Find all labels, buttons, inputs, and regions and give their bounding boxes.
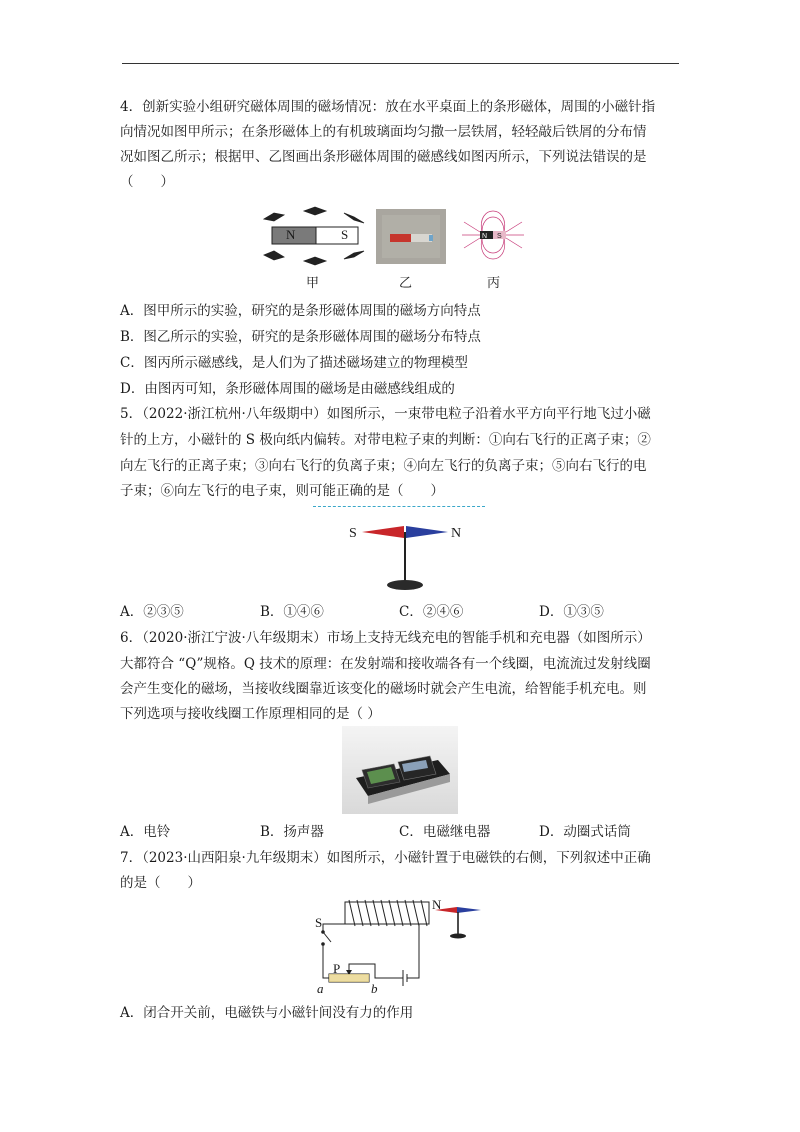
q5-option-d[interactable]: D．①③⑤ (539, 604, 604, 620)
slider-p-label: P (333, 961, 341, 976)
q6-option-a[interactable]: A．电铃 (120, 824, 171, 840)
q4-option-d[interactable]: D．由图丙可知，条形磁体周围的磁场是由磁感线组成的 (120, 381, 455, 397)
q7-line-1: 7．（2023·山西阳泉·九年级期末）如图所示，小磁针置于电磁铁的右侧，下列叙述中正确 (120, 850, 651, 866)
needle-s-label: S (349, 526, 357, 541)
q4-line-1: 4．创新实验小组研究磁体周围的磁场情况：放在水平桌面上的条形磁体，周围的小磁针指 (120, 99, 656, 115)
q6-line-3: 会产生变化的磁场，当接收线圈靠近该变化的磁场时就会产生电流，给智能手机充电。则 (120, 681, 647, 697)
q5-line-4: 子束；⑥向左飞行的电子束，则可能正确的是（ ） (120, 483, 444, 499)
figure-yi (376, 209, 446, 264)
compass-needle-figure (360, 522, 450, 594)
figure-label-jia: 甲 (306, 276, 320, 291)
magnet-s-label: S (341, 227, 349, 242)
figure-label-bing: 丙 (487, 276, 501, 291)
q4-line-3: 况如图乙所示；根据甲、乙图画出条形磁体周围的磁感线如图丙所示，下列说法错误的是 (120, 149, 647, 165)
switch-s-label: S (315, 915, 323, 930)
magnet-n-label: N (286, 227, 296, 242)
particle-beam-dashed-line (313, 506, 485, 507)
q5-option-b[interactable]: B．①④⑥ (260, 604, 324, 620)
q5-option-a[interactable]: A．②③⑤ (120, 604, 184, 620)
end-a-label: a (317, 981, 324, 996)
svg-text:N: N (482, 233, 488, 240)
q6-line-1: 6．（2020·浙江宁波·八年级期末）市场上支持无线充电的智能手机和充电器（如图所示） (120, 630, 651, 646)
q7-line-2: 的是（ ） (120, 875, 201, 891)
q5-line-3: 向左飞行的正离子束；③向右飞行的负离子束；④向左飞行的负离子束；⑤向右飞行的电 (120, 458, 647, 474)
figure-jia (260, 205, 370, 269)
q4-option-b[interactable]: B．图乙所示的实验，研究的是条形磁体周围的磁场分布特点 (120, 329, 481, 345)
q5-line-1: 5．（2022·浙江杭州·八年级期中）如图所示，一束带电粒子沿着水平方向平行地飞过小磁 (120, 406, 651, 422)
q7-option-a[interactable]: A．闭合开关前，电磁铁与小磁针间没有力的作用 (120, 1005, 414, 1021)
q5-option-c[interactable]: C．②④⑥ (399, 604, 464, 620)
figure-label-yi: 乙 (399, 276, 413, 291)
figure-bing (460, 204, 526, 266)
needle-n-label: N (451, 526, 462, 541)
q4-line-2: 向情况如图甲所示；在条形磁体上的有机玻璃面均匀撒一层铁屑，轻轻敲后铁屑的分布情 (120, 124, 647, 140)
q5-line-2: 针的上方，小磁针的 S 极向纸内偏转。对带电粒子束的判断：①向右飞行的正离子束；② (120, 432, 651, 448)
wireless-charger-photo (342, 726, 458, 814)
header-rule (122, 63, 679, 64)
needle-n-label-q7: N (432, 897, 442, 912)
q6-option-b[interactable]: B．扬声器 (260, 824, 324, 840)
electromagnet-circuit-figure (305, 898, 490, 998)
end-b-label: b (371, 981, 378, 996)
q6-line-2: 大都符合 “Q”规格。Q 技术的原理：在发射端和接收端各有一个线圈，电流流过发射线圈 (120, 656, 651, 672)
q4-option-c[interactable]: C．图丙所示磁感线，是人们为了描述磁场建立的物理模型 (120, 355, 468, 371)
q4-line-4: （ ） (120, 174, 174, 190)
q4-option-a[interactable]: A．图甲所示的实验，研究的是条形磁体周围的磁场方向特点 (120, 303, 481, 319)
q6-option-c[interactable]: C．电磁继电器 (399, 824, 491, 840)
q6-option-d[interactable]: D．动圈式话筒 (539, 824, 631, 840)
svg-text:S: S (497, 233, 502, 240)
q6-line-4: 下列选项与接收线圈工作原理相同的是（ ） (120, 706, 381, 722)
